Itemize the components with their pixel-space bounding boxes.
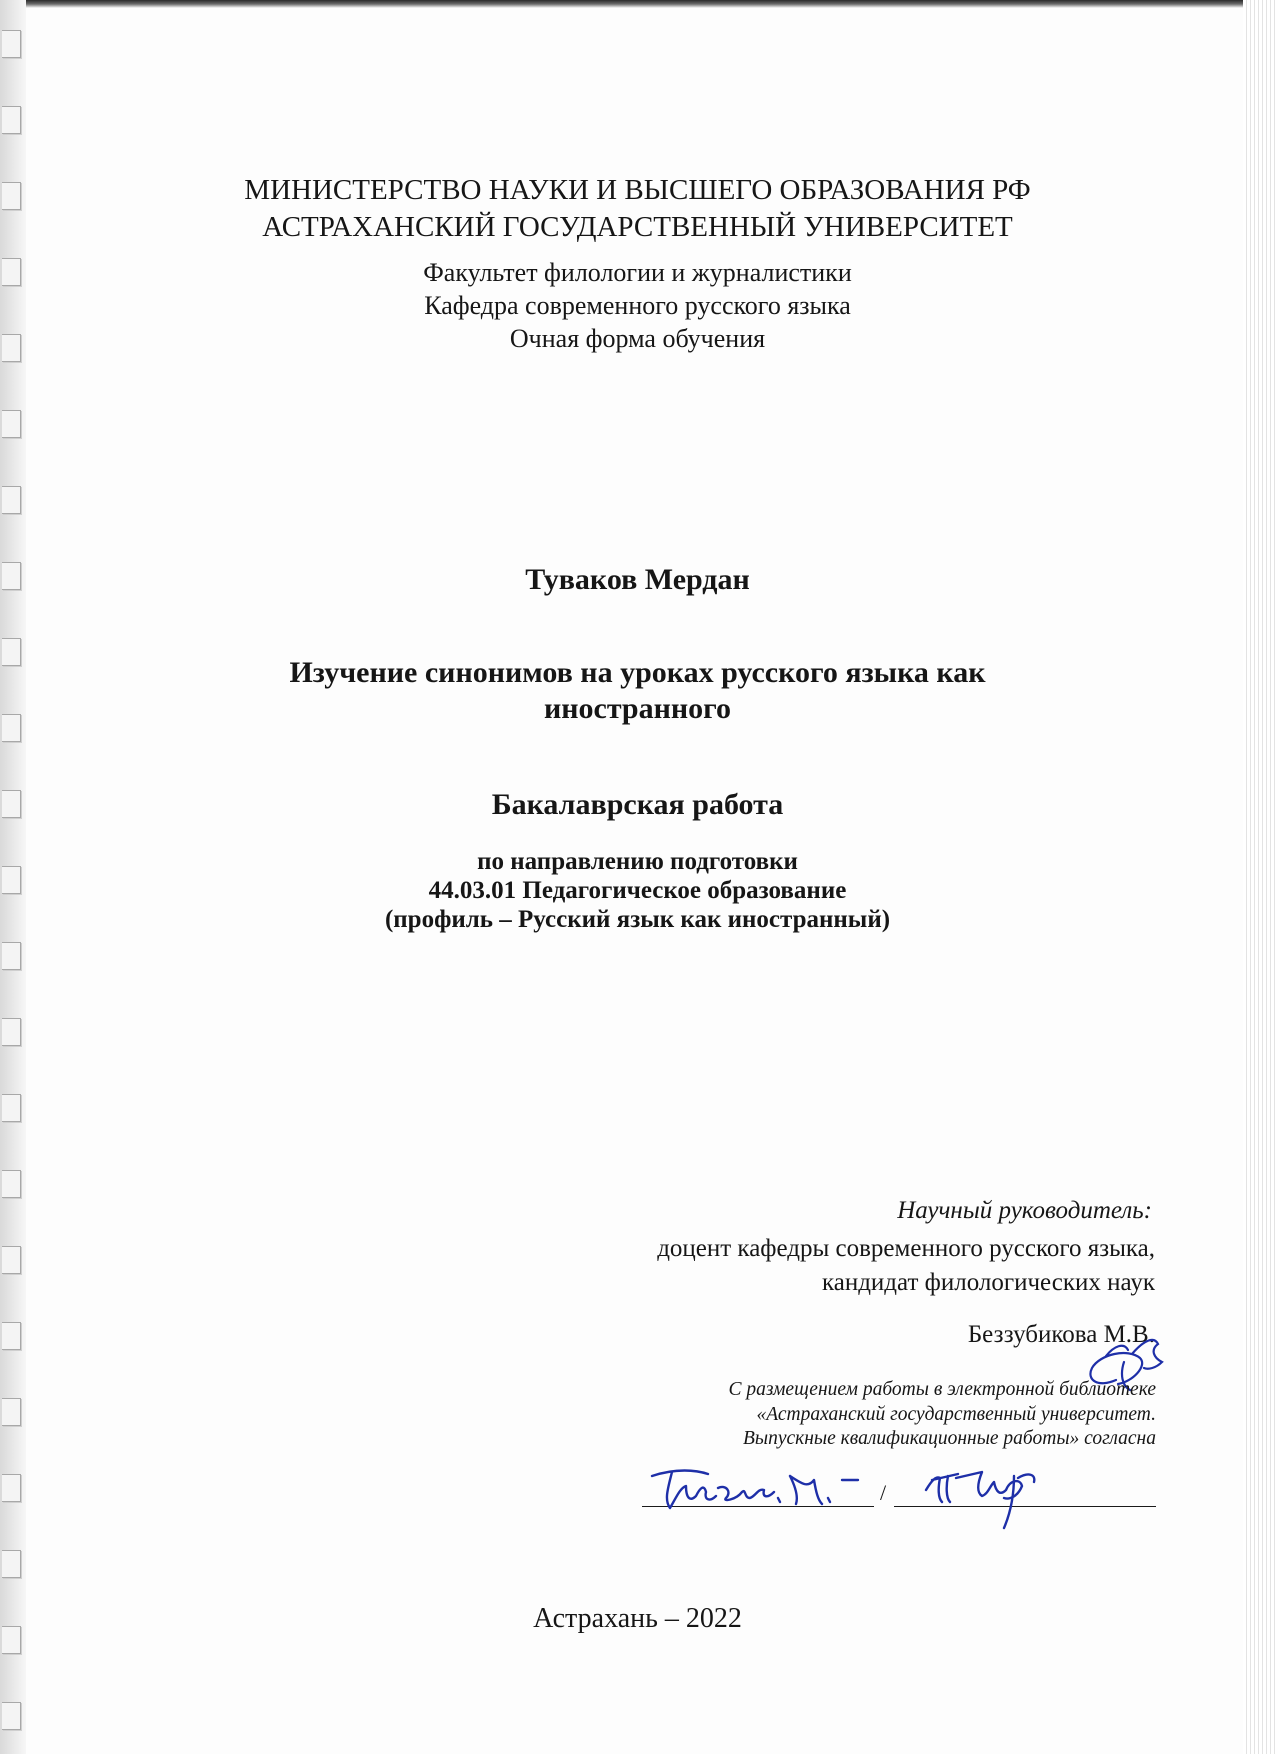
binding-tab [2, 1702, 21, 1730]
binding-tab [2, 1398, 21, 1426]
direction-profile: (профиль – Русский язык как иностранный) [384, 906, 891, 933]
student-consent-signature [918, 1456, 1048, 1536]
advisor-caption: Научный руководитель: [897, 1197, 1152, 1224]
thesis-title-line: иностранного [543, 692, 732, 725]
advisor-position: доцент кафедры современного русского языка, [657, 1235, 1155, 1262]
study-direction [0, 847, 1275, 934]
thesis-title-line: Изучение синонимов на уроках русского языка как [289, 656, 986, 689]
library-consent [728, 1378, 1156, 1452]
binding-tab [2, 942, 21, 970]
scan-top-shadow [0, 0, 1275, 8]
city-year: Астрахань – 2022 [533, 1603, 742, 1634]
binding-tab [2, 410, 21, 438]
work-type: Бакалаврская работа [491, 788, 784, 821]
advisor-degree: кандидат филологических наук [821, 1269, 1155, 1296]
faculty-block [0, 256, 1275, 355]
study-form: Очная форма обучения [509, 324, 766, 353]
consent-line: «Астраханский государственный университет. [756, 1403, 1156, 1425]
binding-tab [2, 1322, 21, 1350]
department-name: Кафедра современного русского языка [424, 291, 851, 320]
binding-tab [2, 1246, 21, 1274]
thesis-title [0, 655, 1275, 727]
binding-tab [2, 106, 21, 134]
binding-tab [2, 486, 21, 514]
faculty-name: Факультет филологии и журналистики [423, 258, 852, 287]
direction-code: 44.03.01 Педагогическое образование [428, 877, 847, 904]
advisor-name: Беззубикова М.В. [967, 1321, 1155, 1348]
signature-separator: / [880, 1480, 887, 1505]
advisor-details [657, 1232, 1155, 1300]
binding-tab [2, 1170, 21, 1198]
binding-tab [2, 1550, 21, 1578]
binding-tab [2, 1018, 21, 1046]
ministry-name: МИНИСТЕРСТВО НАУКИ И ВЫСШЕГО ОБРАЗОВАНИЯ РФ [244, 174, 1031, 206]
binding-tab [2, 1474, 21, 1502]
university-name: АСТРАХАНСКИЙ ГОСУДАРСТВЕННЫЙ УНИВЕРСИТЕТ [262, 211, 1013, 243]
consent-line: С размещением работы в электронной библиотеке [728, 1379, 1156, 1400]
consent-line: Выпускные квалификационные работы» согласна [742, 1428, 1156, 1449]
institution-header [0, 172, 1275, 246]
student-signature [646, 1458, 876, 1518]
author-name: Туваков Мердан [525, 563, 750, 596]
binding-tab [2, 30, 21, 58]
binding-tab [2, 1094, 21, 1122]
direction-line: по направлению подготовки [477, 848, 798, 875]
